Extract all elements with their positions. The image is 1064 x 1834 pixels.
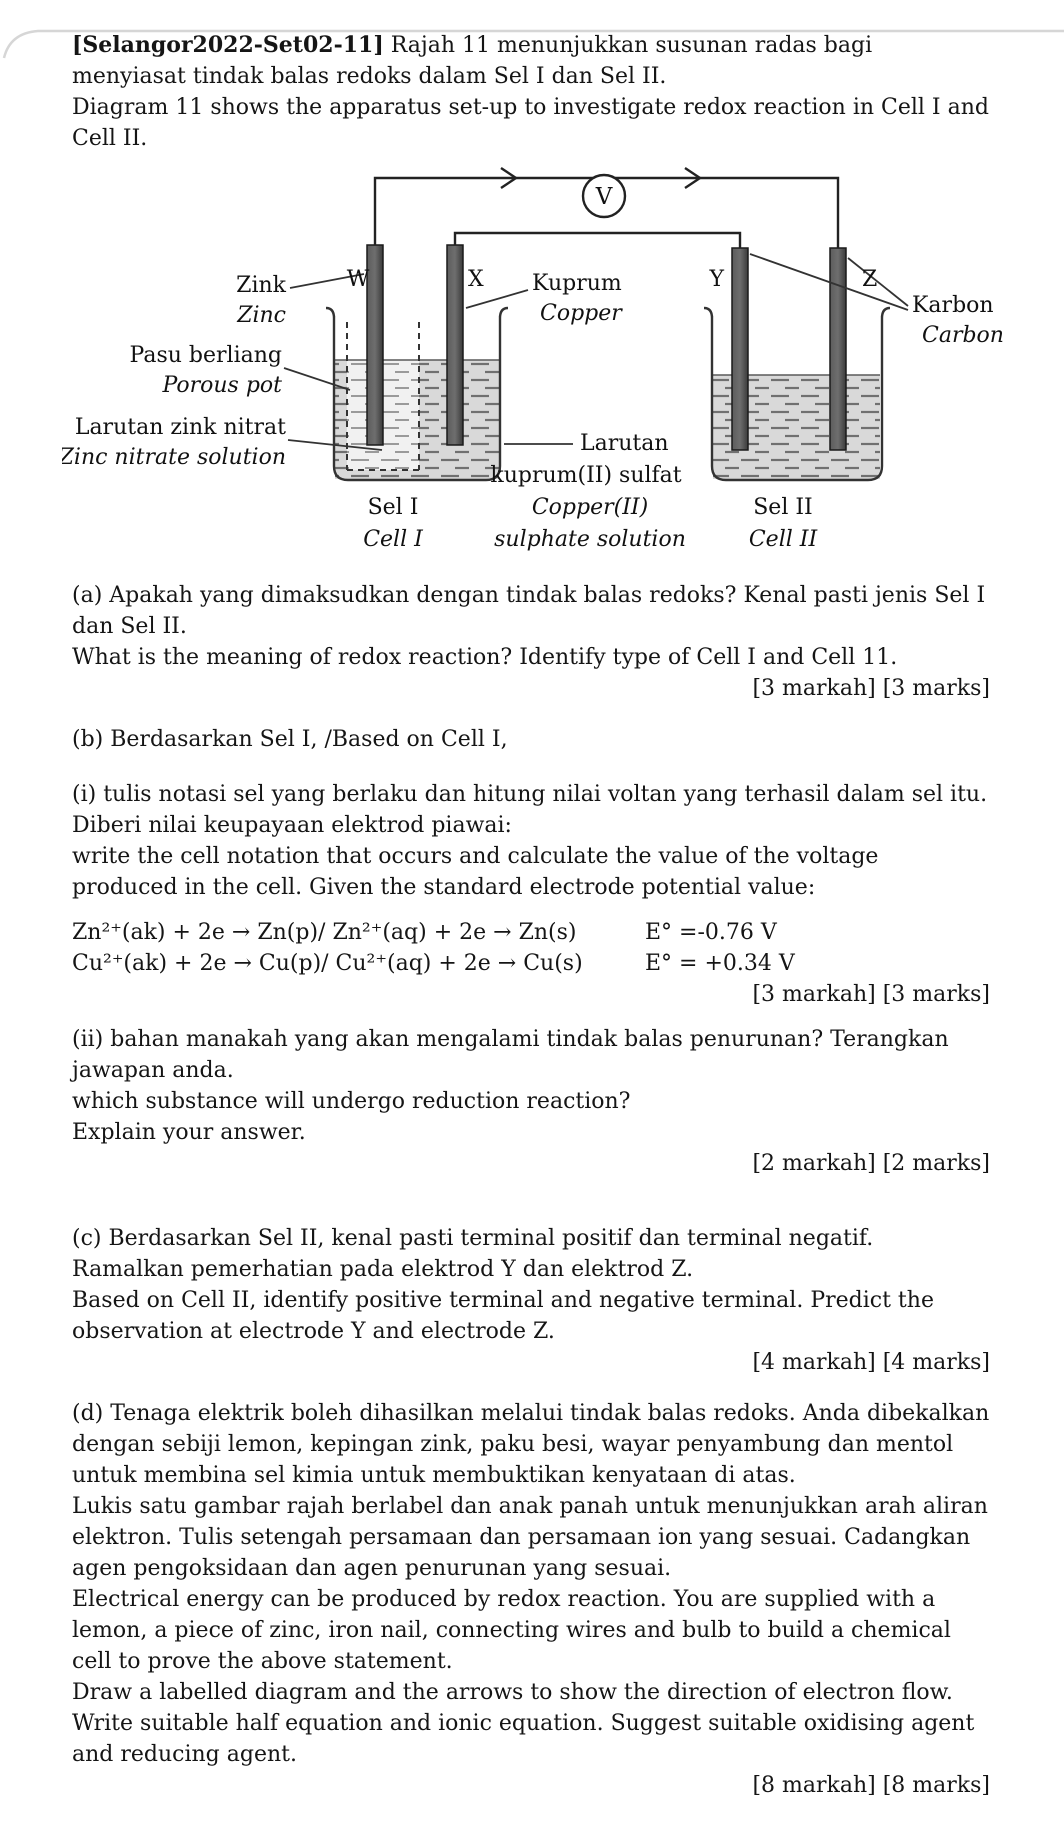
- intro-english: Diagram 11 shows the apparatus set-up to investigate redox reaction in Cell I and Cell II.: [72, 95, 989, 151]
- intro-malay-text: Rajah 11 menunjukkan susunan radas bagi menyiasat tindak balas redoks dalam Sel I dan Sel II.: [72, 33, 873, 89]
- question-c-english: Based on Cell II, identify positive terminal and negative terminal. Predict the observation at electrode Y and electrode Z.: [72, 1288, 934, 1344]
- question-a-malay: (a) Apakah yang dimaksudkan dengan tindak balas redoks? Kenal pasti jenis Sel I dan Sel II.: [72, 583, 986, 639]
- label-zinc-nitrate-malay: Larutan zink nitrat: [74, 415, 286, 440]
- label-cell2-english: Cell II: [748, 527, 818, 552]
- question-b-ii-marks: [2 markah] [2 marks]: [752, 1151, 990, 1176]
- question-b-intro-text: (b) Berdasarkan Sel I, /Based on Cell I,: [72, 727, 508, 752]
- label-electrode-y: Y: [709, 267, 724, 292]
- equation-zinc-potential: E° =-0.76 V: [645, 920, 777, 945]
- label-copper-sulphate-english-2: sulphate solution: [494, 527, 686, 552]
- question-a: [72, 580, 990, 704]
- question-d: [72, 1398, 990, 1801]
- label-zinc-malay: Zink: [236, 273, 286, 298]
- question-tag: [Selangor2022-Set02-11]: [72, 32, 384, 58]
- equation-zinc: [72, 917, 990, 948]
- label-cell2-malay: Sel II: [753, 495, 813, 520]
- question-d-malay-1: (d) Tenaga elektrik boleh dihasilkan melalui tindak balas redoks. Anda dibekalkan dengan sebiji lemon, kepingan zink, paku besi, wayar penyambung dan mentol untuk membina sel kimia untuk membuktikan kenyataan di atas.: [72, 1401, 990, 1488]
- leader-copper: [466, 290, 528, 308]
- wire-voltmeter-to-z: [615, 178, 838, 248]
- electrode-y-carbon: [732, 248, 748, 450]
- label-porous-pot-malay: Pasu berliang: [129, 343, 282, 368]
- question-c-malay: (c) Berdasarkan Sel II, kenal pasti terminal positif dan terminal negatif. Ramalkan pemerhatian pada elektrod Y dan elektrod Z.: [72, 1226, 874, 1282]
- equation-copper: [72, 948, 990, 979]
- label-zinc-english: Zinc: [237, 303, 286, 328]
- question-c-marks: [4 markah] [4 marks]: [752, 1350, 990, 1375]
- question-d-english-2: Draw a labelled diagram and the arrows to show the direction of electron flow. Write suitable half equation and ionic equation. Suggest suitable oxidising agent and reducing agent.: [72, 1680, 975, 1767]
- label-electrode-w: W: [346, 267, 370, 292]
- wire-w-to-voltmeter: [375, 178, 594, 245]
- question-b-i: [72, 779, 990, 1010]
- electrode-z-carbon: [830, 248, 846, 450]
- voltmeter-label: V: [595, 184, 613, 210]
- electrode-potential-equations: [72, 917, 990, 979]
- question-b-ii: [72, 1024, 990, 1179]
- label-zinc-nitrate-english: Zinc nitrate solution: [62, 445, 286, 470]
- apparatus-diagram: [62, 160, 1062, 560]
- label-cell1-malay: Sel I: [367, 495, 419, 520]
- intro-malay: [72, 30, 990, 92]
- question-b-intro: [72, 724, 990, 755]
- label-copper-sulphate-malay-1: Larutan: [580, 431, 669, 456]
- equation-copper-half: Cu²⁺(ak) + 2e → Cu(p)/ Cu²⁺(aq) + 2e → Cu(s): [72, 951, 583, 976]
- leader-carbon-y: [750, 254, 908, 310]
- question-b-i-marks: [3 markah] [3 marks]: [752, 982, 990, 1007]
- question-b-ii-english-1: which substance will undergo reduction reaction?: [72, 1089, 631, 1114]
- question-b-ii-english-2: Explain your answer.: [72, 1120, 306, 1145]
- question-a-marks: [3 markah] [3 marks]: [752, 676, 990, 701]
- question-b-ii-malay: (ii) bahan manakah yang akan mengalami tindak balas penurunan? Terangkan jawapan anda.: [72, 1027, 949, 1083]
- label-cell1-english: Cell I: [363, 527, 423, 552]
- label-electrode-x: X: [468, 267, 484, 292]
- question-c: [72, 1223, 990, 1378]
- electrode-w-zinc: [367, 245, 383, 445]
- label-copper-sulphate-english-1: Copper(II): [531, 495, 649, 520]
- label-porous-pot-english: Porous pot: [162, 373, 282, 398]
- electrode-x-copper: [447, 245, 463, 445]
- question-a-english: What is the meaning of redox reaction? Identify type of Cell I and Cell 11.: [72, 645, 898, 670]
- label-copper-malay: Kuprum: [532, 271, 622, 296]
- question-d-malay-2: Lukis satu gambar rajah berlabel dan anak panah untuk menunjukkan arah aliran elektron. Tulis setengah persamaan dan persamaan ion yang sesuai. Cadangkan agen pengoksidaan dan agen penurunan yang sesuai.: [72, 1494, 988, 1581]
- label-carbon-malay: Karbon: [912, 293, 994, 318]
- question-d-marks: [8 markah] [8 marks]: [752, 1773, 990, 1798]
- wire-x-to-y: [455, 233, 740, 248]
- label-copper-sulphate-malay-2: kuprum(II) sulfat: [490, 463, 682, 488]
- equation-zinc-half: Zn²⁺(ak) + 2e → Zn(p)/ Zn²⁺(aq) + 2e → Zn(s): [72, 920, 577, 945]
- label-electrode-z: Z: [862, 267, 878, 292]
- label-copper-english: Copper: [540, 301, 622, 326]
- question-d-english-1: Electrical energy can be produced by redox reaction. You are supplied with a lemon, a piece of zinc, iron nail, connecting wires and bulb to build a chemical cell to prove the above statement.: [72, 1587, 951, 1674]
- question-b-i-english: write the cell notation that occurs and calculate the value of the voltage produced in the cell. Given the standard electrode potential value:: [72, 844, 879, 900]
- equation-copper-potential: E° = +0.34 V: [645, 951, 795, 976]
- diagram-figure: [62, 160, 1062, 560]
- question-b-i-malay: (i) tulis notasi sel yang berlaku dan hitung nilai voltan yang terhasil dalam sel itu. Diberi nilai keupayaan elektrod piawai:: [72, 782, 988, 838]
- label-carbon-english: Carbon: [922, 323, 1004, 348]
